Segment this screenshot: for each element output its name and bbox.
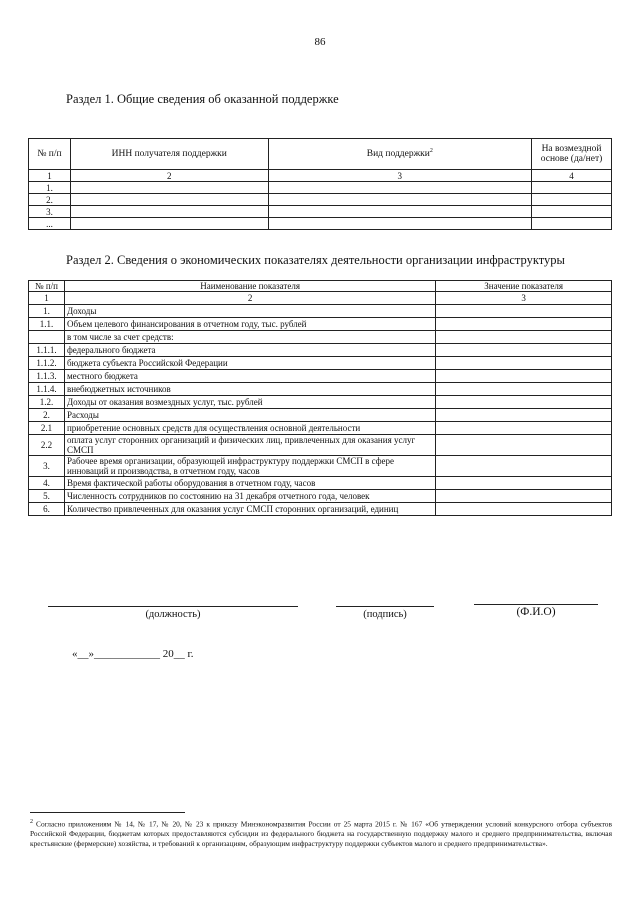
support-table bbox=[28, 138, 612, 230]
col-header-num: № п/п bbox=[29, 139, 71, 170]
table-row bbox=[29, 435, 612, 456]
indicator-name: Доходы bbox=[64, 305, 435, 318]
row-number: 1.2. bbox=[29, 396, 65, 409]
indicator-name: оплата услуг сторонних организаций и физических лиц, привлеченных для оказания услуг СМСП bbox=[64, 435, 435, 456]
table-row bbox=[29, 305, 612, 318]
indicator-value bbox=[436, 435, 612, 456]
fio-label: (Ф.И.О) bbox=[516, 606, 556, 618]
indicator-name: местного бюджета bbox=[64, 370, 435, 383]
table-row bbox=[29, 422, 612, 435]
col-header-num: № п/п bbox=[29, 281, 65, 292]
indicator-value bbox=[436, 383, 612, 396]
section1-title: Раздел 1. Общие сведения об оказанной поддержке bbox=[66, 92, 339, 106]
row-number: 2.1 bbox=[29, 422, 65, 435]
indicator-value bbox=[436, 422, 612, 435]
indicator-value bbox=[436, 370, 612, 383]
indicator-name: Доходы от оказания возмездных услуг, тыс. рублей bbox=[64, 396, 435, 409]
indicator-name: бюджета субъекта Российской Федерации bbox=[64, 357, 435, 370]
indicator-value bbox=[436, 331, 612, 344]
footnote-text: Согласно приложениям № 14, № 17, № 20, № 23 к приказу Минэкономразвития России от 25 марта 2015 г. № 167 «Об утверждении условий конкурсного отбора субъектов Российской Федерации, бюджетам которых предоставляются субсидии из федерального бюджета на государственную поддержку малого и среднего предпринимательства, включая крестьянские (фермерские) хозяйства, и требований к организациям, образующим инфраструктуру поддержки субъектов малого и среднего предпринимательства». bbox=[30, 819, 612, 849]
indicators-table bbox=[28, 280, 612, 516]
indicator-value bbox=[436, 318, 612, 331]
row-number bbox=[29, 331, 65, 344]
indicator-value bbox=[436, 503, 612, 516]
indicator-name: Рабочее время организации, образующей инфраструктуру поддержки СМСП в сфере инноваций и производства, в отчетном году, часов bbox=[64, 456, 435, 477]
indicator-name: приобретение основных средств для осуществления основной деятельности bbox=[64, 422, 435, 435]
footnote-rule bbox=[30, 812, 185, 813]
row-number: 3. bbox=[29, 456, 65, 477]
indicator-value bbox=[436, 344, 612, 357]
date-line: «__»____________ 20__ г. bbox=[72, 648, 194, 660]
indicator-value bbox=[436, 477, 612, 490]
section2-title: Раздел 2. Сведения о экономических показателях деятельности организации инфраструктуры bbox=[66, 253, 565, 267]
indicator-name: Время фактической работы оборудования в отчетном году, часов bbox=[64, 477, 435, 490]
signature-line bbox=[336, 606, 434, 607]
indicator-value bbox=[436, 409, 612, 422]
table-row bbox=[29, 456, 612, 477]
col-header-paid: На возмездной основе (да/нет) bbox=[532, 139, 612, 170]
table-row: ... bbox=[29, 218, 612, 230]
indicator-name: Количество привлеченных для оказания услуг СМСП сторонних организаций, единиц bbox=[64, 503, 435, 516]
indicator-value bbox=[436, 456, 612, 477]
row-number: 1. bbox=[29, 305, 65, 318]
indicator-name: федерального бюджета bbox=[64, 344, 435, 357]
indicator-value bbox=[436, 490, 612, 503]
indicator-name: Объем целевого финансирования в отчетном году, тыс. рублей bbox=[64, 318, 435, 331]
indicator-value bbox=[436, 305, 612, 318]
table-row bbox=[29, 318, 612, 331]
table-row bbox=[29, 331, 612, 344]
position-label: (должность) bbox=[145, 609, 201, 620]
table-row: 2. bbox=[29, 194, 612, 206]
row-number: 5. bbox=[29, 490, 65, 503]
table-row bbox=[29, 370, 612, 383]
col-header-indicator: Наименование показателя bbox=[64, 281, 435, 292]
table-row bbox=[29, 503, 612, 516]
indicator-name: Численность сотрудников по состоянию на 31 декабря отчетного года, человек bbox=[64, 490, 435, 503]
footnote bbox=[30, 817, 612, 849]
indicator-name: внебюджетных источников bbox=[64, 383, 435, 396]
table-row bbox=[29, 409, 612, 422]
position-line bbox=[48, 606, 298, 607]
row-number: 1.1.2. bbox=[29, 357, 65, 370]
row-number: 1.1.4. bbox=[29, 383, 65, 396]
row-number: 4. bbox=[29, 477, 65, 490]
table-row: 3. bbox=[29, 206, 612, 218]
indicator-name: Расходы bbox=[64, 409, 435, 422]
signature-label: (подпись) bbox=[363, 609, 407, 620]
numbering-row: 1 2 3 bbox=[29, 292, 612, 305]
indicator-value bbox=[436, 357, 612, 370]
table-row bbox=[29, 344, 612, 357]
table-header-row bbox=[29, 281, 612, 292]
table-row bbox=[29, 477, 612, 490]
table-row bbox=[29, 490, 612, 503]
footnote-marker: 2 bbox=[429, 148, 433, 155]
indicator-value bbox=[436, 396, 612, 409]
col-header-value: Значение показателя bbox=[436, 281, 612, 292]
indicator-name: в том числе за счет средств: bbox=[64, 331, 435, 344]
row-number: 1.1.1. bbox=[29, 344, 65, 357]
col-header-inn: ИНН получателя поддержки bbox=[70, 139, 268, 170]
page-number: 86 bbox=[314, 36, 326, 48]
fio-line bbox=[474, 604, 598, 605]
row-number: 2. bbox=[29, 409, 65, 422]
table-row bbox=[29, 383, 612, 396]
table-row bbox=[29, 396, 612, 409]
row-number: 6. bbox=[29, 503, 65, 516]
table-row: 1. bbox=[29, 182, 612, 194]
footnote-marker: 2 bbox=[30, 819, 33, 825]
table-row bbox=[29, 357, 612, 370]
row-number: 1.1.3. bbox=[29, 370, 65, 383]
row-number: 1.1. bbox=[29, 318, 65, 331]
table-header-row bbox=[29, 139, 612, 170]
numbering-row: 1 2 3 4 bbox=[29, 170, 612, 182]
row-number: 2.2 bbox=[29, 435, 65, 456]
col-header-type: Вид поддержки$^2$ bbox=[268, 139, 531, 170]
